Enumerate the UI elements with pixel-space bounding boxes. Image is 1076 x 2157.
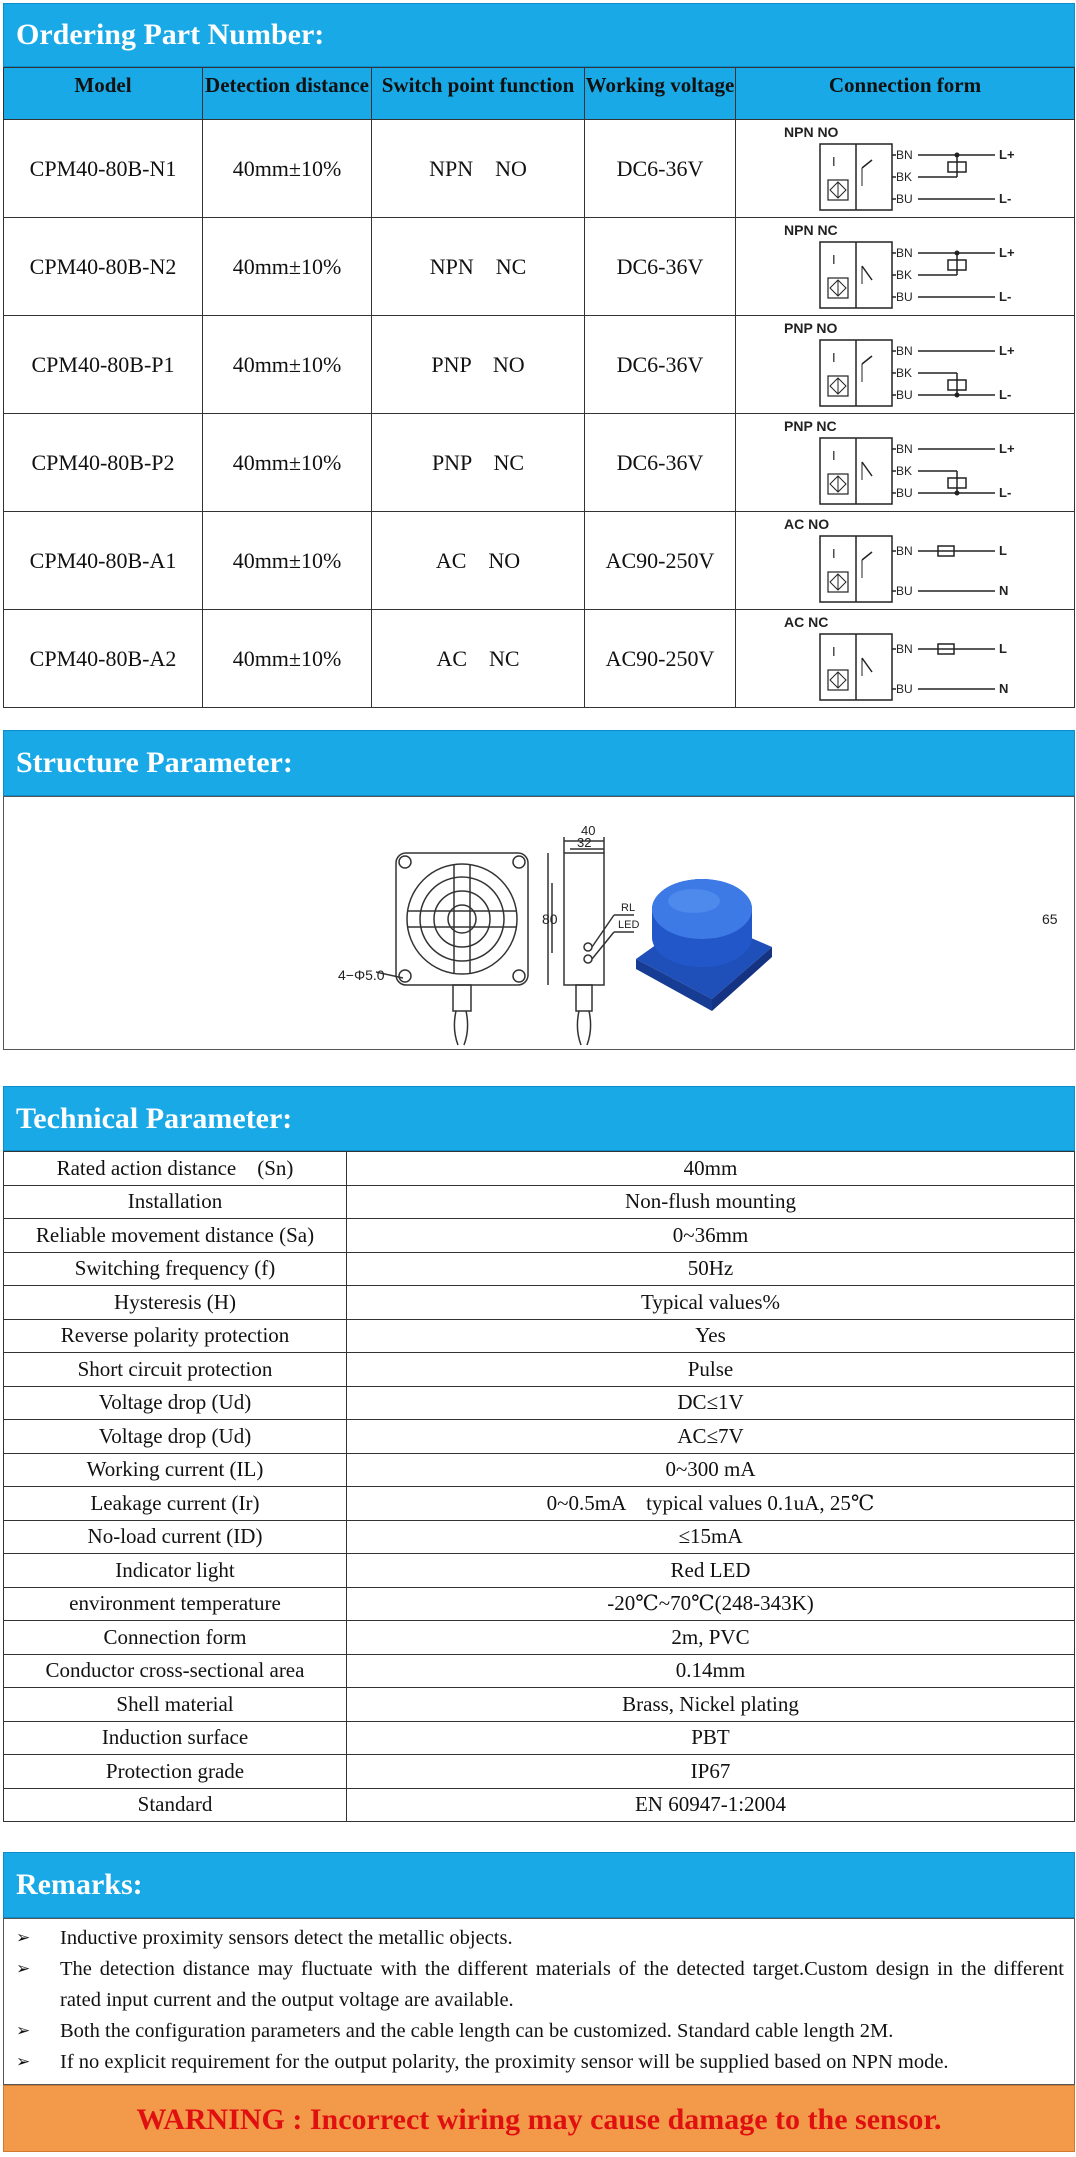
cell-function: PNP NC <box>372 414 585 512</box>
tech-value: 50Hz <box>347 1252 1075 1286</box>
wire-label: BU <box>896 191 913 206</box>
tech-row <box>4 1319 1075 1353</box>
col-connection-form: Connection form <box>736 68 1075 120</box>
remarks-title: Remarks: <box>3 1852 1075 1918</box>
tech-label: Hysteresis (H) <box>4 1286 347 1320</box>
ordering-table <box>3 67 1075 708</box>
cell-model: CPM40-80B-N1 <box>4 120 203 218</box>
tech-row <box>4 1621 1075 1655</box>
tech-row <box>4 1587 1075 1621</box>
cell-distance: 40mm±10% <box>203 120 372 218</box>
svg-text:I: I <box>832 643 836 659</box>
ordering-row <box>4 316 1075 414</box>
tech-label: Connection form <box>4 1621 347 1655</box>
bullet-arrow-icon: ➢ <box>16 2052 31 2072</box>
cell-model: CPM40-80B-N2 <box>4 218 203 316</box>
bullet-arrow-icon: ➢ <box>16 1928 31 1948</box>
tech-value: 2m, PVC <box>347 1621 1075 1655</box>
tech-label: Reverse polarity protection <box>4 1319 347 1353</box>
remark-item <box>14 2047 1064 2078</box>
sensor-photo <box>636 879 772 1011</box>
terminal-label: L <box>999 640 1007 656</box>
terminal-label: L+ <box>999 146 1015 162</box>
tech-row <box>4 1353 1075 1387</box>
remark-text: If no explicit requirement for the output polarity, the proximity sensor will be supplied based on NPN mode. <box>60 2051 949 2073</box>
tech-value: Brass, Nickel plating <box>347 1688 1075 1722</box>
tech-row <box>4 1788 1075 1822</box>
tech-label: Switching frequency (f) <box>4 1252 347 1286</box>
cell-voltage: DC6-36V <box>585 120 736 218</box>
wire-label: BK <box>896 365 913 380</box>
tech-value: ≤15mA <box>347 1520 1075 1554</box>
technical-section <box>3 1086 1075 1822</box>
cell-model: CPM40-80B-A2 <box>4 610 203 708</box>
wiring-type-label: PNP NC <box>784 417 837 434</box>
terminal-label: L- <box>999 288 1012 304</box>
wiring-diagram <box>780 124 1030 214</box>
tech-row <box>4 1453 1075 1487</box>
terminal-label: L+ <box>999 244 1015 260</box>
tech-row <box>4 1185 1075 1219</box>
bullet-arrow-icon: ➢ <box>16 2021 31 2041</box>
wire-label: BN <box>896 543 913 558</box>
cell-distance: 40mm±10% <box>203 218 372 316</box>
structure-drawing-box <box>3 796 1075 1050</box>
remark-item <box>14 2016 1064 2047</box>
remarks-list <box>3 1918 1075 2085</box>
wiring-diagram <box>780 320 1030 410</box>
terminal-label: L+ <box>999 342 1015 358</box>
tech-label: Rated action distance (Sn) <box>4 1152 347 1186</box>
wiring-diagram <box>780 222 1030 312</box>
tech-value: 0~0.5mA typical values 0.1uA, 25℃ <box>347 1487 1075 1521</box>
tech-row <box>4 1487 1075 1521</box>
wiring-diagram <box>780 614 1030 704</box>
cell-connection-form <box>736 414 1075 512</box>
ordering-row <box>4 610 1075 708</box>
cell-model: CPM40-80B-P1 <box>4 316 203 414</box>
cell-function: NPN NC <box>372 218 585 316</box>
tech-row <box>4 1721 1075 1755</box>
cell-voltage: AC90-250V <box>585 610 736 708</box>
cell-connection-form <box>736 512 1075 610</box>
tech-label: Voltage drop (Ud) <box>4 1420 347 1454</box>
dim-65: 65 <box>1042 911 1058 927</box>
wire-label: BN <box>896 245 913 260</box>
tech-value: Red LED <box>347 1554 1075 1588</box>
wiring-type-label: NPN NO <box>784 123 839 140</box>
wire-label: BN <box>896 147 913 162</box>
tech-label: Installation <box>4 1185 347 1219</box>
cell-connection-form <box>736 316 1075 414</box>
tech-label: Indicator light <box>4 1554 347 1588</box>
tech-label: Short circuit protection <box>4 1353 347 1387</box>
terminal-label: L+ <box>999 440 1015 456</box>
cell-voltage: DC6-36V <box>585 218 736 316</box>
ordering-row <box>4 218 1075 316</box>
wiring-type-label: AC NO <box>784 515 830 532</box>
remark-item <box>14 1923 1064 1954</box>
tech-row <box>4 1219 1075 1253</box>
wiring-type-label: NPN NC <box>784 221 838 238</box>
ordering-row <box>4 512 1075 610</box>
tech-value: Yes <box>347 1319 1075 1353</box>
tech-row <box>4 1654 1075 1688</box>
wire-label: BN <box>896 441 913 456</box>
col-working-voltage: Working voltage <box>585 68 736 120</box>
cell-connection-form <box>736 218 1075 316</box>
remark-text: The detection distance may fluctuate with the different materials of the detected target.Custom design in the different rated input current and the output voltage are available. <box>60 1958 1064 2011</box>
dim-80: 80 <box>542 911 558 927</box>
col-switch-point-function: Switch point function <box>372 68 585 120</box>
wire-label: BN <box>896 343 913 358</box>
dim-40: 40 <box>581 823 596 838</box>
remarks-section <box>3 1852 1075 2152</box>
bullet-arrow-icon: ➢ <box>16 1959 31 1979</box>
terminal-label: L- <box>999 190 1012 206</box>
tech-row <box>4 1520 1075 1554</box>
tech-label: Shell material <box>4 1688 347 1722</box>
remark-item <box>14 1954 1064 2016</box>
front-view <box>376 853 528 1045</box>
wire-label: BU <box>896 583 913 598</box>
cell-distance: 40mm±10% <box>203 316 372 414</box>
tech-value: Typical values% <box>347 1286 1075 1320</box>
wire-label: BU <box>896 485 913 500</box>
remark-text: Both the configuration parameters and the cable length can be customized. Standard cable length 2M. <box>60 2020 894 2042</box>
cell-voltage: DC6-36V <box>585 414 736 512</box>
cell-distance: 40mm±10% <box>203 610 372 708</box>
tech-label: Working current (IL) <box>4 1453 347 1487</box>
side-view <box>548 837 634 1045</box>
wire-label: BN <box>896 641 913 656</box>
tech-value: 0.14mm <box>347 1654 1075 1688</box>
cell-function: NPN NO <box>372 120 585 218</box>
structure-title: Structure Parameter: <box>3 730 1075 796</box>
tech-label: No-load current (ID) <box>4 1520 347 1554</box>
cell-connection-form <box>736 120 1075 218</box>
ordering-section <box>3 3 1075 708</box>
cell-connection-form <box>736 610 1075 708</box>
technical-table <box>3 1151 1075 1822</box>
dim-32: 32 <box>577 835 592 850</box>
tech-row <box>4 1420 1075 1454</box>
ordering-row <box>4 120 1075 218</box>
cell-function: AC NO <box>372 512 585 610</box>
wire-label: BK <box>896 267 913 282</box>
tech-label: environment temperature <box>4 1587 347 1621</box>
svg-text:I: I <box>832 447 836 463</box>
structure-drawing <box>4 797 1074 1049</box>
tech-value: IP67 <box>347 1755 1075 1789</box>
tech-row <box>4 1755 1075 1789</box>
tech-label: Leakage current (Ir) <box>4 1487 347 1521</box>
tech-value: 0~300 mA <box>347 1453 1075 1487</box>
terminal-label: L- <box>999 386 1012 402</box>
wire-label: BU <box>896 289 913 304</box>
cell-distance: 40mm±10% <box>203 414 372 512</box>
cell-function: AC NC <box>372 610 585 708</box>
wiring-diagram <box>780 418 1030 508</box>
hole-dim: 4−Φ5.0 <box>338 967 385 983</box>
tech-value: Pulse <box>347 1353 1075 1387</box>
wiring-type-label: PNP NO <box>784 319 838 336</box>
tech-label: Induction surface <box>4 1721 347 1755</box>
structure-section <box>3 730 1075 1050</box>
tech-row <box>4 1688 1075 1722</box>
cell-voltage: AC90-250V <box>585 512 736 610</box>
terminal-label: N <box>999 582 1009 598</box>
tech-label: Protection grade <box>4 1755 347 1789</box>
tech-row <box>4 1252 1075 1286</box>
tech-value: PBT <box>347 1721 1075 1755</box>
svg-text:I: I <box>832 545 836 561</box>
svg-text:I: I <box>832 153 836 169</box>
col-detection-distance: Detection distance <box>203 68 372 120</box>
tech-row <box>4 1152 1075 1186</box>
cell-model: CPM40-80B-A1 <box>4 512 203 610</box>
tech-row <box>4 1286 1075 1320</box>
terminal-label: L- <box>999 484 1012 500</box>
tech-label: Conductor cross-sectional area <box>4 1654 347 1688</box>
tech-label: Reliable movement distance (Sa) <box>4 1219 347 1253</box>
wiring-type-label: AC NC <box>784 613 829 630</box>
tech-row <box>4 1554 1075 1588</box>
wire-label: BK <box>896 463 913 478</box>
tech-value: 40mm <box>347 1152 1075 1186</box>
tech-value: -20℃~70℃(248-343K) <box>347 1587 1075 1621</box>
wire-label: BK <box>896 169 913 184</box>
warning-banner: WARNING : Incorrect wiring may cause damage to the sensor. <box>3 2085 1075 2152</box>
tech-value: AC≤7V <box>347 1420 1075 1454</box>
technical-title: Technical Parameter: <box>3 1086 1075 1151</box>
cell-voltage: DC6-36V <box>585 316 736 414</box>
col-model: Model <box>4 68 203 120</box>
wire-label: BU <box>896 681 913 696</box>
wiring-diagram <box>780 516 1030 606</box>
terminal-label: N <box>999 680 1009 696</box>
tech-value: EN 60947-1:2004 <box>347 1788 1075 1822</box>
wire-label: BU <box>896 387 913 402</box>
tech-value: DC≤1V <box>347 1386 1075 1420</box>
ordering-title: Ordering Part Number: <box>3 3 1075 67</box>
tech-label: Voltage drop (Ud) <box>4 1386 347 1420</box>
terminal-label: L <box>999 542 1007 558</box>
cell-distance: 40mm±10% <box>203 512 372 610</box>
ordering-row <box>4 414 1075 512</box>
svg-text:I: I <box>832 251 836 267</box>
tech-value: 0~36mm <box>347 1219 1075 1253</box>
tech-value: Non-flush mounting <box>347 1185 1075 1219</box>
remark-text: Inductive proximity sensors detect the metallic objects. <box>60 1927 513 1949</box>
tech-row <box>4 1386 1075 1420</box>
led-label: LED <box>618 919 640 931</box>
cell-function: PNP NO <box>372 316 585 414</box>
svg-text:I: I <box>832 349 836 365</box>
rl-label: RL <box>621 902 636 914</box>
cell-model: CPM40-80B-P2 <box>4 414 203 512</box>
tech-label: Standard <box>4 1788 347 1822</box>
